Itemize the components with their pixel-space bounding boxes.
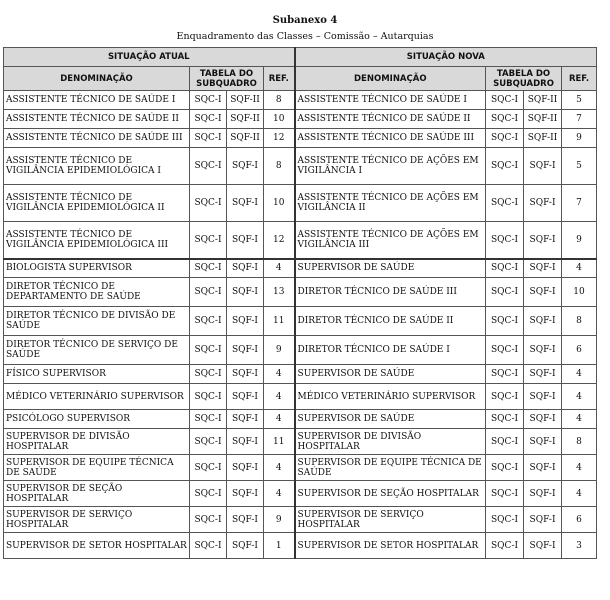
nova-tabela-sqf-cell: SQF-I — [524, 533, 562, 559]
table-row — [4, 91, 597, 110]
nova-tabela-sqf-cell: SQF-I — [524, 278, 562, 307]
nova-denominacao-cell: MÉDICO VETERINÁRIO SUPERVISOR — [295, 384, 486, 410]
atual-tabela-sqf-cell: SQF-I — [227, 148, 264, 185]
nova-tabela-sqc-cell: SQC-I — [486, 91, 524, 110]
nova-ref-cell: 7 — [562, 185, 597, 222]
nova-ref-cell: 5 — [562, 91, 597, 110]
atual-denominacao-cell: SUPERVISOR DE SETOR HOSPITALAR — [4, 533, 190, 559]
table-row — [4, 259, 597, 278]
nova-denominacao-cell: SUPERVISOR DE SAÚDE — [295, 365, 486, 384]
nova-tabela-sqf-cell: SQF-I — [524, 455, 562, 481]
nova-ref-cell: 6 — [562, 336, 597, 365]
atual-ref-cell: 8 — [264, 91, 295, 110]
atual-ref-cell: 11 — [264, 307, 295, 336]
header-denominacao-atual: DENOMINAÇÃO — [4, 67, 190, 91]
atual-denominacao-cell: SUPERVISOR DE SEÇÃO HOSPITALAR — [4, 481, 190, 507]
table-row — [4, 481, 597, 507]
nova-denominacao-cell: DIRETOR TÉCNICO DE SAÚDE III — [295, 278, 486, 307]
atual-denominacao-cell: ASSISTENTE TÉCNICO DE SAÚDE II — [4, 110, 190, 129]
atual-ref-cell: 9 — [264, 336, 295, 365]
table-row — [4, 429, 597, 455]
table-row — [4, 365, 597, 384]
nova-denominacao-cell: ASSISTENTE TÉCNICO DE SAÚDE I — [295, 91, 486, 110]
atual-tabela-sqf-cell: SQF-II — [227, 91, 264, 110]
nova-ref-cell: 3 — [562, 533, 597, 559]
nova-tabela-sqc-cell: SQC-I — [486, 365, 524, 384]
table-row — [4, 185, 597, 222]
nova-tabela-sqf-cell: SQF-I — [524, 481, 562, 507]
nova-denominacao-cell: ASSISTENTE TÉCNICO DE AÇÕES EM VIGILÂNCIA III — [295, 222, 486, 259]
atual-ref-cell: 8 — [264, 148, 295, 185]
nova-denominacao-cell: SUPERVISOR DE DIVISÃO HOSPITALAR — [295, 429, 486, 455]
nova-tabela-sqf-cell: SQF-I — [524, 507, 562, 533]
atual-tabela-sqc-cell: SQC-I — [190, 533, 227, 559]
nova-tabela-sqf-cell: SQF-II — [524, 129, 562, 148]
atual-tabela-sqf-cell: SQF-I — [227, 307, 264, 336]
nova-tabela-sqf-cell: SQF-I — [524, 365, 562, 384]
table-row — [4, 307, 597, 336]
page-subtitle: Enquadramento das Classes – Comissão – Autarquias — [176, 31, 434, 42]
atual-tabela-sqf-cell: SQF-I — [227, 410, 264, 429]
table-row — [4, 384, 597, 410]
table-row — [4, 278, 597, 307]
atual-ref-cell: 9 — [264, 507, 295, 533]
atual-ref-cell: 12 — [264, 222, 295, 259]
nova-tabela-sqf-cell: SQF-I — [524, 222, 562, 259]
atual-tabela-sqc-cell: SQC-I — [190, 148, 227, 185]
nova-tabela-sqc-cell: SQC-I — [486, 507, 524, 533]
nova-tabela-sqc-cell: SQC-I — [486, 148, 524, 185]
nova-ref-cell: 6 — [562, 507, 597, 533]
atual-denominacao-cell: SUPERVISOR DE DIVISÃO HOSPITALAR — [4, 429, 190, 455]
nova-tabela-sqf-cell: SQF-I — [524, 307, 562, 336]
nova-denominacao-cell: ASSISTENTE TÉCNICO DE AÇÕES EM VIGILÂNCIA I — [295, 148, 486, 185]
atual-ref-cell: 12 — [264, 129, 295, 148]
atual-denominacao-cell: DIRETOR TÉCNICO DE DIVISÃO DE SAÚDE — [4, 307, 190, 336]
atual-denominacao-cell: PSICÓLOGO SUPERVISOR — [4, 410, 190, 429]
header-tabela-atual: TABELA DO SUBQUADRO — [190, 67, 264, 91]
nova-tabela-sqf-cell: SQF-I — [524, 148, 562, 185]
nova-denominacao-cell: SUPERVISOR DE SAÚDE — [295, 259, 486, 278]
nova-tabela-sqf-cell: SQF-I — [524, 259, 562, 278]
nova-denominacao-cell: SUPERVISOR DE SAÚDE — [295, 410, 486, 429]
nova-tabela-sqf-cell: SQF-II — [524, 110, 562, 129]
nova-ref-cell: 9 — [562, 222, 597, 259]
atual-tabela-sqf-cell: SQF-I — [227, 455, 264, 481]
nova-tabela-sqc-cell: SQC-I — [486, 429, 524, 455]
atual-ref-cell: 11 — [264, 429, 295, 455]
nova-ref-cell: 4 — [562, 384, 597, 410]
atual-tabela-sqf-cell: SQF-I — [227, 507, 264, 533]
atual-tabela-sqc-cell: SQC-I — [190, 129, 227, 148]
nova-denominacao-cell: DIRETOR TÉCNICO DE SAÚDE II — [295, 307, 486, 336]
atual-tabela-sqc-cell: SQC-I — [190, 336, 227, 365]
nova-denominacao-cell: SUPERVISOR DE SERVIÇO HOSPITALAR — [295, 507, 486, 533]
atual-ref-cell: 1 — [264, 533, 295, 559]
atual-tabela-sqf-cell: SQF-II — [227, 110, 264, 129]
atual-denominacao-cell: FÍSICO SUPERVISOR — [4, 365, 190, 384]
nova-tabela-sqc-cell: SQC-I — [486, 259, 524, 278]
header-denominacao-nova: DENOMINAÇÃO — [295, 67, 486, 91]
table-row — [4, 533, 597, 559]
nova-tabela-sqf-cell: SQF-I — [524, 429, 562, 455]
atual-denominacao-cell: ASSISTENTE TÉCNICO DE SAÚDE I — [4, 91, 190, 110]
table-row — [4, 129, 597, 148]
atual-ref-cell: 4 — [264, 365, 295, 384]
atual-denominacao-cell: MÉDICO VETERINÁRIO SUPERVISOR — [4, 384, 190, 410]
atual-tabela-sqf-cell: SQF-I — [227, 429, 264, 455]
nova-tabela-sqf-cell: SQF-II — [524, 91, 562, 110]
atual-ref-cell: 4 — [264, 259, 295, 278]
table-row — [4, 336, 597, 365]
nova-tabela-sqc-cell: SQC-I — [486, 278, 524, 307]
atual-tabela-sqc-cell: SQC-I — [190, 91, 227, 110]
atual-ref-cell: 4 — [264, 384, 295, 410]
nova-denominacao-cell: SUPERVISOR DE SETOR HOSPITALAR — [295, 533, 486, 559]
nova-tabela-sqf-cell: SQF-I — [524, 185, 562, 222]
atual-tabela-sqf-cell: SQF-I — [227, 278, 264, 307]
atual-ref-cell: 4 — [264, 455, 295, 481]
nova-tabela-sqc-cell: SQC-I — [486, 222, 524, 259]
header-tabela-nova: TABELA DO SUBQUADRO — [486, 67, 562, 91]
atual-tabela-sqc-cell: SQC-I — [190, 410, 227, 429]
atual-tabela-sqc-cell: SQC-I — [190, 384, 227, 410]
nova-ref-cell: 8 — [562, 429, 597, 455]
table-row — [4, 222, 597, 259]
table-row — [4, 455, 597, 481]
table-row — [4, 507, 597, 533]
page-title: Subanexo 4 — [272, 15, 338, 26]
nova-ref-cell: 4 — [562, 365, 597, 384]
atual-tabela-sqf-cell: SQF-II — [227, 129, 264, 148]
atual-tabela-sqc-cell: SQC-I — [190, 507, 227, 533]
atual-tabela-sqf-cell: SQF-I — [227, 481, 264, 507]
atual-denominacao-cell: ASSISTENTE TÉCNICO DE VIGILÂNCIA EPIDEMIOLÓGICA II — [4, 185, 190, 222]
nova-denominacao-cell: DIRETOR TÉCNICO DE SAÚDE I — [295, 336, 486, 365]
atual-denominacao-cell: ASSISTENTE TÉCNICO DE VIGILÂNCIA EPIDEMIOLÓGICA III — [4, 222, 190, 259]
nova-tabela-sqc-cell: SQC-I — [486, 307, 524, 336]
atual-tabela-sqc-cell: SQC-I — [190, 307, 227, 336]
atual-tabela-sqc-cell: SQC-I — [190, 429, 227, 455]
atual-denominacao-cell: DIRETOR TÉCNICO DE DEPARTAMENTO DE SAÚDE — [4, 278, 190, 307]
atual-ref-cell: 13 — [264, 278, 295, 307]
atual-denominacao-cell: ASSISTENTE TÉCNICO DE SAÚDE III — [4, 129, 190, 148]
header-ref-nova: REF. — [562, 67, 597, 91]
atual-ref-cell: 10 — [264, 185, 295, 222]
nova-ref-cell: 4 — [562, 259, 597, 278]
atual-tabela-sqf-cell: SQF-I — [227, 185, 264, 222]
table-row — [4, 110, 597, 129]
nova-tabela-sqc-cell: SQC-I — [486, 455, 524, 481]
nova-ref-cell: 9 — [562, 129, 597, 148]
nova-tabela-sqc-cell: SQC-I — [486, 481, 524, 507]
nova-ref-cell: 8 — [562, 307, 597, 336]
atual-tabela-sqc-cell: SQC-I — [190, 455, 227, 481]
atual-denominacao-cell: SUPERVISOR DE EQUIPE TÉCNICA DE SAÚDE — [4, 455, 190, 481]
table-body — [4, 91, 597, 559]
classes-table — [3, 47, 597, 559]
nova-tabela-sqc-cell: SQC-I — [486, 110, 524, 129]
atual-tabela-sqc-cell: SQC-I — [190, 259, 227, 278]
atual-denominacao-cell: DIRETOR TÉCNICO DE SERVIÇO DE SAÚDE — [4, 336, 190, 365]
header-situacao-nova: SITUAÇÃO NOVA — [295, 48, 597, 67]
atual-tabela-sqc-cell: SQC-I — [190, 278, 227, 307]
nova-ref-cell: 5 — [562, 148, 597, 185]
atual-denominacao-cell: BIOLOGISTA SUPERVISOR — [4, 259, 190, 278]
nova-ref-cell: 7 — [562, 110, 597, 129]
table-row — [4, 148, 597, 185]
nova-ref-cell: 4 — [562, 410, 597, 429]
nova-ref-cell: 10 — [562, 278, 597, 307]
atual-tabela-sqc-cell: SQC-I — [190, 365, 227, 384]
atual-ref-cell: 4 — [264, 410, 295, 429]
nova-denominacao-cell: SUPERVISOR DE EQUIPE TÉCNICA DE SAÚDE — [295, 455, 486, 481]
atual-ref-cell: 10 — [264, 110, 295, 129]
atual-tabela-sqf-cell: SQF-I — [227, 336, 264, 365]
atual-tabela-sqf-cell: SQF-I — [227, 384, 264, 410]
nova-tabela-sqc-cell: SQC-I — [486, 384, 524, 410]
nova-denominacao-cell: ASSISTENTE TÉCNICO DE SAÚDE III — [295, 129, 486, 148]
nova-tabela-sqf-cell: SQF-I — [524, 384, 562, 410]
header-ref-atual: REF. — [264, 67, 295, 91]
atual-tabela-sqc-cell: SQC-I — [190, 185, 227, 222]
atual-tabela-sqf-cell: SQF-I — [227, 259, 264, 278]
nova-tabela-sqc-cell: SQC-I — [486, 336, 524, 365]
nova-tabela-sqf-cell: SQF-I — [524, 410, 562, 429]
nova-tabela-sqf-cell: SQF-I — [524, 336, 562, 365]
header-situacao-atual: SITUAÇÃO ATUAL — [4, 48, 295, 67]
nova-ref-cell: 4 — [562, 455, 597, 481]
atual-tabela-sqc-cell: SQC-I — [190, 481, 227, 507]
atual-tabela-sqc-cell: SQC-I — [190, 110, 227, 129]
atual-tabela-sqf-cell: SQF-I — [227, 533, 264, 559]
nova-denominacao-cell: SUPERVISOR DE SEÇÃO HOSPITALAR — [295, 481, 486, 507]
atual-denominacao-cell: ASSISTENTE TÉCNICO DE VIGILÂNCIA EPIDEMIOLÓGICA I — [4, 148, 190, 185]
nova-denominacao-cell: ASSISTENTE TÉCNICO DE AÇÕES EM VIGILÂNCIA II — [295, 185, 486, 222]
nova-denominacao-cell: ASSISTENTE TÉCNICO DE SAÚDE II — [295, 110, 486, 129]
atual-tabela-sqc-cell: SQC-I — [190, 222, 227, 259]
nova-tabela-sqc-cell: SQC-I — [486, 129, 524, 148]
atual-denominacao-cell: SUPERVISOR DE SERVIÇO HOSPITALAR — [4, 507, 190, 533]
atual-tabela-sqf-cell: SQF-I — [227, 222, 264, 259]
table-row — [4, 410, 597, 429]
nova-ref-cell: 4 — [562, 481, 597, 507]
atual-ref-cell: 4 — [264, 481, 295, 507]
nova-tabela-sqc-cell: SQC-I — [486, 185, 524, 222]
atual-tabela-sqf-cell: SQF-I — [227, 365, 264, 384]
nova-tabela-sqc-cell: SQC-I — [486, 410, 524, 429]
nova-tabela-sqc-cell: SQC-I — [486, 533, 524, 559]
